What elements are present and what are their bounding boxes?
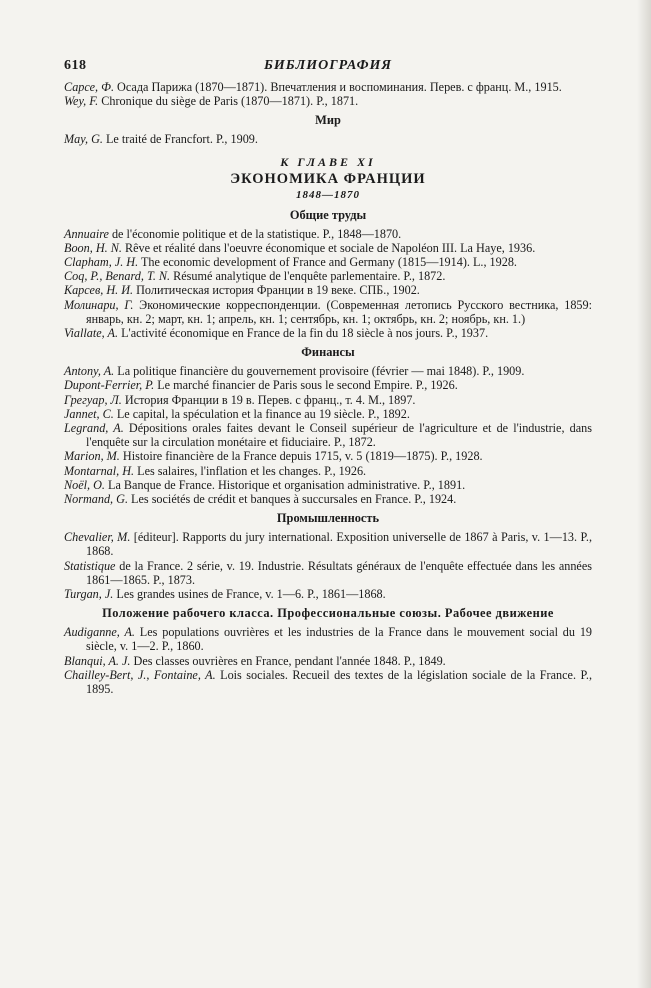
entry-text: Les grandes usines de France, v. 1—6. P., 1861—1868. bbox=[113, 587, 386, 602]
bib-entry bbox=[64, 80, 592, 94]
entry-author: Turgan, J. bbox=[64, 587, 114, 602]
entry-text: Les salaires, l'inflation et les changes. P., 1926. bbox=[134, 463, 367, 478]
entry-text: Le traité de Francfort. P., 1909. bbox=[102, 132, 258, 147]
entry-author: Noël, O. bbox=[64, 477, 105, 492]
bib-entry bbox=[64, 492, 592, 506]
bib-entry bbox=[64, 132, 592, 146]
entry-author: May, G. bbox=[64, 132, 103, 147]
bib-entry bbox=[64, 668, 592, 696]
entry-author: Coq, P., Benard, T. N. bbox=[64, 269, 171, 284]
bib-entry bbox=[64, 326, 592, 340]
entry-author: Dupont-Ferrier, P. bbox=[64, 378, 155, 393]
entry-text: Des classes ouvrières en France, pendant l'année 1848. P., 1849. bbox=[130, 653, 446, 668]
entry-author: Wey, F. bbox=[64, 94, 99, 109]
entry-author: Legrand, A. bbox=[64, 421, 124, 436]
entry-text: Les populations ouvrières et les industries de la France dans le mouvement social du 19 siècle, v. 1—2. P., 1860. bbox=[86, 625, 592, 654]
entry-text: La Banque de France. Historique et organisation administrative. P., 1891. bbox=[104, 477, 466, 492]
entry-text: [éditeur]. Rapports du jury international. Exposition universelle de 1867 à Paris, v. 1—13. P., 1868. bbox=[86, 530, 592, 559]
bib-entry bbox=[64, 227, 592, 241]
running-head bbox=[64, 58, 592, 80]
entry-author: Грегуар, Л. bbox=[64, 392, 122, 407]
bib-entry bbox=[64, 393, 592, 407]
bib-entry bbox=[64, 94, 592, 108]
entry-text: Lois sociales. Recueil des textes de la législation sociale de la France. P., 1895. bbox=[86, 667, 592, 697]
section-heading-industry: Промышленность bbox=[276, 511, 380, 526]
bib-entry bbox=[64, 449, 592, 463]
entry-author: Boon, H. N. bbox=[64, 240, 122, 255]
entry-author: Annuaire bbox=[64, 226, 109, 241]
entry-text: История Франции в 19 в. Перев. с франц., т. 4. М., 1897. bbox=[121, 392, 416, 407]
page-edge-shadow bbox=[637, 0, 651, 988]
entry-author: Clapham, J. H. bbox=[64, 255, 139, 270]
section-heading-mir: Мир bbox=[315, 113, 341, 128]
entry-text: de la France. 2 série, v. 19. Industrie. Résultats généraux de l'enquête effectuée dans les années 1861—1865. P., 1873. bbox=[86, 558, 592, 587]
chapter-dates: 1848—1870 bbox=[296, 188, 360, 201]
entry-author: Сарсе, Ф. bbox=[64, 80, 114, 94]
bib-entry bbox=[64, 241, 592, 255]
bib-entry bbox=[64, 421, 592, 449]
entry-text: Dépositions orales faites devant le Conseil supérieur de l'agriculture et de l'industrie, dans l'enquête sur la circulation monétaire et fiduciaire. P., 1872. bbox=[86, 421, 592, 450]
entry-author: Jannet, C. bbox=[64, 406, 114, 421]
entry-text: The economic development of France and Germany (1815—1914). L., 1928. bbox=[138, 255, 517, 270]
bib-entry bbox=[64, 464, 592, 478]
section-industry bbox=[64, 530, 592, 601]
section-heading-finance: Финансы bbox=[301, 345, 355, 360]
entry-author: Карсев, Н. И. bbox=[64, 283, 134, 298]
bib-entry bbox=[64, 625, 592, 653]
section-finance bbox=[64, 364, 592, 506]
section-labor bbox=[64, 625, 592, 696]
running-title: БИБЛИОГРАФИЯ bbox=[263, 58, 393, 73]
entry-author: Молинари, Г. bbox=[64, 297, 134, 312]
page-number: 618 bbox=[64, 58, 87, 73]
entry-author: Viallate, A. bbox=[64, 326, 119, 341]
bib-entry bbox=[64, 378, 592, 392]
entry-text: L'activité économique en France de la fin du 18 siècle à nos jours. P., 1937. bbox=[118, 326, 489, 341]
entry-text: de l'économie politique et de la statistique. P., 1848—1870. bbox=[108, 226, 402, 241]
entry-author: Montarnal, H. bbox=[64, 463, 135, 478]
chapter-label: К ГЛАВЕ XI bbox=[280, 154, 376, 169]
section-heading-labor: Положение рабочего класса. Профессиональные союзы. Рабочее движение bbox=[102, 606, 554, 621]
entry-text: Политическая история Франции в 19 веке. СПБ., 1902. bbox=[133, 283, 420, 298]
entry-text: La politique financière du gouvernement provisoire (février — mai 1848). P., 1909. bbox=[114, 364, 525, 379]
entry-author: Audiganne, A. bbox=[64, 625, 135, 640]
bib-entry bbox=[64, 478, 592, 492]
entry-text: Chronique du siège de Paris (1870—1871). P., 1871. bbox=[98, 94, 359, 109]
page-content bbox=[64, 58, 592, 696]
bib-entry bbox=[64, 255, 592, 269]
entry-author: Normand, G. bbox=[64, 492, 128, 507]
bib-entry bbox=[64, 559, 592, 587]
entry-author: Blanqui, A. J. bbox=[64, 653, 131, 668]
entry-text: Histoire financière de la France depuis 1715, v. 5 (1819—1875). P., 1928. bbox=[119, 449, 483, 464]
entry-author: Marion, M. bbox=[64, 449, 120, 464]
section-general bbox=[64, 227, 592, 341]
bib-entry bbox=[64, 407, 592, 421]
bib-entry bbox=[64, 364, 592, 378]
bib-entry bbox=[64, 283, 592, 297]
entry-text: Экономические корреспонденции. (Современная летопись Русского вестника, 1859: январь, кн. 2; март, кн. 1; апрель, кн. 1; сентябрь, кн. 1; октябрь, кн. 2; ноябрь, кн. 1.) bbox=[86, 297, 592, 326]
bib-entry bbox=[64, 530, 592, 558]
chapter-title: ЭКОНОМИКА ФРАНЦИИ bbox=[230, 170, 426, 187]
entry-author: Antony, A. bbox=[64, 364, 115, 379]
section-siege bbox=[64, 80, 592, 108]
entry-author: Statistique bbox=[64, 558, 116, 573]
entry-text: Le capital, la spéculation et la finance au 19 siècle. P., 1892. bbox=[113, 406, 410, 421]
bib-entry bbox=[64, 587, 592, 601]
bib-entry bbox=[64, 269, 592, 283]
entry-text: Осада Парижа (1870—1871). Впечатления и воспоминания. Перев. с франц. М., 1915. bbox=[114, 80, 562, 94]
entry-text: Le marché financier de Paris sous le second Empire. P., 1926. bbox=[154, 378, 458, 393]
entry-author: Chailley-Bert, J., Fontaine, A. bbox=[64, 667, 216, 682]
entry-text: Rêve et réalité dans l'oeuvre économique et sociale de Napoléon III. La Haye, 1936. bbox=[121, 240, 536, 255]
section-heading-general: Общие труды bbox=[289, 207, 367, 222]
bib-entry bbox=[64, 298, 592, 326]
entry-text: Les sociétés de crédit et banques à succursales en France. P., 1924. bbox=[128, 492, 457, 507]
entry-author: Chevalier, M. bbox=[64, 530, 131, 545]
bib-entry bbox=[64, 654, 592, 668]
entry-text: Résumé analytique de l'enquête parlementaire. P., 1872. bbox=[170, 269, 446, 284]
